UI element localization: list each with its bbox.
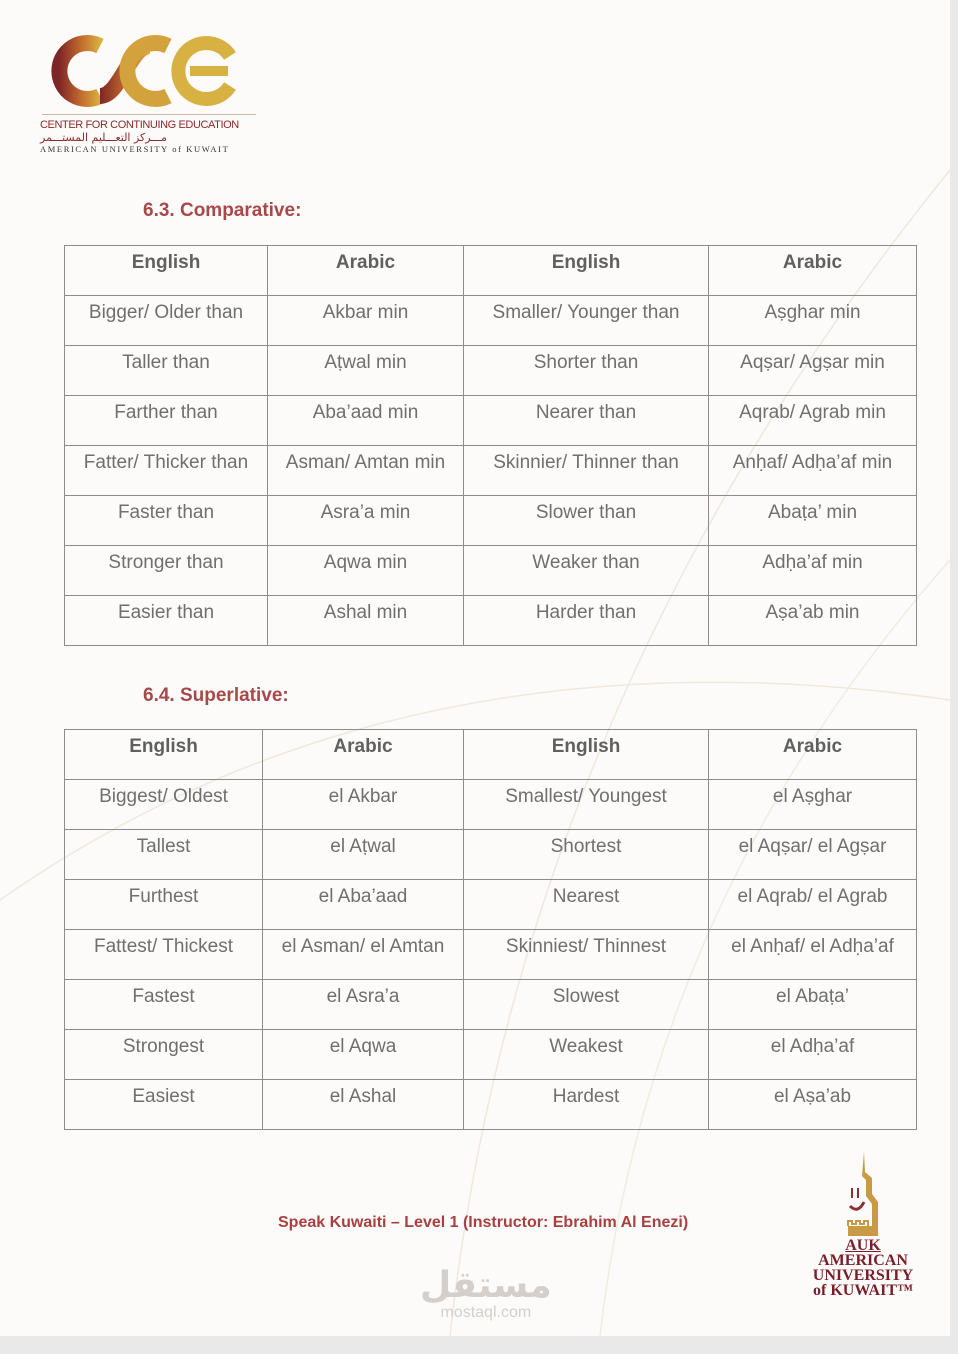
table-row	[65, 596, 917, 646]
table-cell: Akbar min	[268, 296, 464, 346]
table-row	[65, 1080, 917, 1130]
table-cell: Nearer than	[464, 396, 709, 446]
footer-text: Speak Kuwaiti – Level 1 (Instructor: Ebrahim Al Enezi)	[278, 1214, 689, 1231]
comparative-table	[64, 245, 917, 646]
table-cell: Weaker than	[464, 546, 709, 596]
table-row	[65, 980, 917, 1030]
auk-tower-icon	[838, 1152, 888, 1238]
table-row	[65, 546, 917, 596]
table-cell: Aba’aad min	[268, 396, 464, 446]
table-cell: Nearest	[464, 880, 709, 930]
logo-divider	[42, 114, 256, 115]
logo-arabic-text: مـــركز التعـــليم المستـــمر	[40, 131, 167, 144]
table-cell: el Aṣghar	[709, 780, 917, 830]
column-header: Arabic	[268, 246, 464, 296]
table-row	[65, 880, 917, 930]
table-cell: Smallest/ Youngest	[464, 780, 709, 830]
table-cell: Asra’a min	[268, 496, 464, 546]
table-cell: Fattest/ Thickest	[65, 930, 263, 980]
table-cell: Skinniest/ Thinnest	[464, 930, 709, 980]
table-cell: el Asman/ el Amtan	[263, 930, 464, 980]
column-header: English	[65, 730, 263, 780]
table-cell: Aqrab/ Agrab min	[709, 396, 917, 446]
table-cell: Aqwa min	[268, 546, 464, 596]
table-row	[65, 780, 917, 830]
auk-line-2: UNIVERSITY	[812, 1267, 914, 1284]
column-header: English	[65, 246, 268, 296]
table-cell: Fatter/ Thicker than	[65, 446, 268, 496]
table-cell: Harder than	[464, 596, 709, 646]
table-cell: Farther than	[65, 396, 268, 446]
column-header: Arabic	[263, 730, 464, 780]
table-cell: Slowest	[464, 980, 709, 1030]
superlative-table	[64, 729, 917, 1130]
watermark	[420, 1265, 552, 1322]
table-cell: Smaller/ Younger than	[464, 296, 709, 346]
watermark-arabic: مستقل	[420, 1265, 552, 1306]
table-cell: Easier than	[65, 596, 268, 646]
table-cell: el Aṣa’ab	[709, 1080, 917, 1130]
table-cell: Anḥaf/ Adḥa’af min	[709, 446, 917, 496]
table-cell: Adḥa’af min	[709, 546, 917, 596]
table-cell: el Aṭwal	[263, 830, 464, 880]
logo-university-text: AMERICAN UNIVERSITY of KUWAIT	[40, 144, 230, 154]
header-row	[65, 246, 917, 296]
table-cell: el Aqrab/ el Agrab	[709, 880, 917, 930]
table-cell: Aṣghar min	[709, 296, 917, 346]
table-row	[65, 496, 917, 546]
column-header: English	[464, 730, 709, 780]
table-cell: Asman/ Amtan min	[268, 446, 464, 496]
table-cell: el Ashal	[263, 1080, 464, 1130]
comparative-heading: 6.3. Comparative:	[143, 200, 302, 221]
table-cell: el Abaṭa’	[709, 980, 917, 1030]
table-cell: el Adḥa’af	[709, 1030, 917, 1080]
auk-abbr: AUK	[845, 1237, 881, 1254]
table-cell: Easiest	[65, 1080, 263, 1130]
column-header: Arabic	[709, 730, 917, 780]
table-cell: Biggest/ Oldest	[65, 780, 263, 830]
table-cell: Taller than	[65, 346, 268, 396]
table-row	[65, 1030, 917, 1080]
column-header: Arabic	[709, 246, 917, 296]
table-cell: Furthest	[65, 880, 263, 930]
table-cell: Tallest	[65, 830, 263, 880]
cce-logo-mark	[40, 34, 240, 108]
header-row	[65, 730, 917, 780]
table-cell: Hardest	[464, 1080, 709, 1130]
table-row	[65, 396, 917, 446]
table-cell: el Anḥaf/ el Adḥa’af	[709, 930, 917, 980]
table-cell: Aṭwal min	[268, 346, 464, 396]
table-row	[65, 446, 917, 496]
auk-line-1: AMERICAN	[818, 1252, 908, 1269]
table-cell: Aqṣar/ Agṣar min	[709, 346, 917, 396]
table-cell: Weakest	[464, 1030, 709, 1080]
table-cell: Shorter than	[464, 346, 709, 396]
table-cell: el Akbar	[263, 780, 464, 830]
table-row	[65, 930, 917, 980]
auk-logo	[808, 1152, 918, 1298]
table-cell: Faster than	[65, 496, 268, 546]
superlative-heading: 6.4. Superlative:	[143, 685, 289, 706]
table-cell: Bigger/ Older than	[65, 296, 268, 346]
table-cell: Stronger than	[65, 546, 268, 596]
table-cell: el Aba’aad	[263, 880, 464, 930]
table-cell: Slower than	[464, 496, 709, 546]
table-cell: Shortest	[464, 830, 709, 880]
logo-english-text: CENTER FOR CONTINUING EDUCATION	[40, 119, 239, 131]
table-cell: Aṣa’ab min	[709, 596, 917, 646]
table-cell: Strongest	[65, 1030, 263, 1080]
column-header: English	[464, 246, 709, 296]
table-row	[65, 830, 917, 880]
table-cell: Skinnier/ Thinner than	[464, 446, 709, 496]
table-row	[65, 346, 917, 396]
cce-logo	[40, 34, 260, 154]
watermark-url: mostaql.com	[440, 1304, 532, 1321]
table-cell: Fastest	[65, 980, 263, 1030]
table-cell: el Aqwa	[263, 1030, 464, 1080]
table-cell: Ashal min	[268, 596, 464, 646]
table-cell: Abaṭa’ min	[709, 496, 917, 546]
auk-line-3: of KUWAIT™	[812, 1282, 913, 1299]
table-row	[65, 296, 917, 346]
table-cell: el Asra’a	[263, 980, 464, 1030]
table-cell: el Aqṣar/ el Agṣar	[709, 830, 917, 880]
